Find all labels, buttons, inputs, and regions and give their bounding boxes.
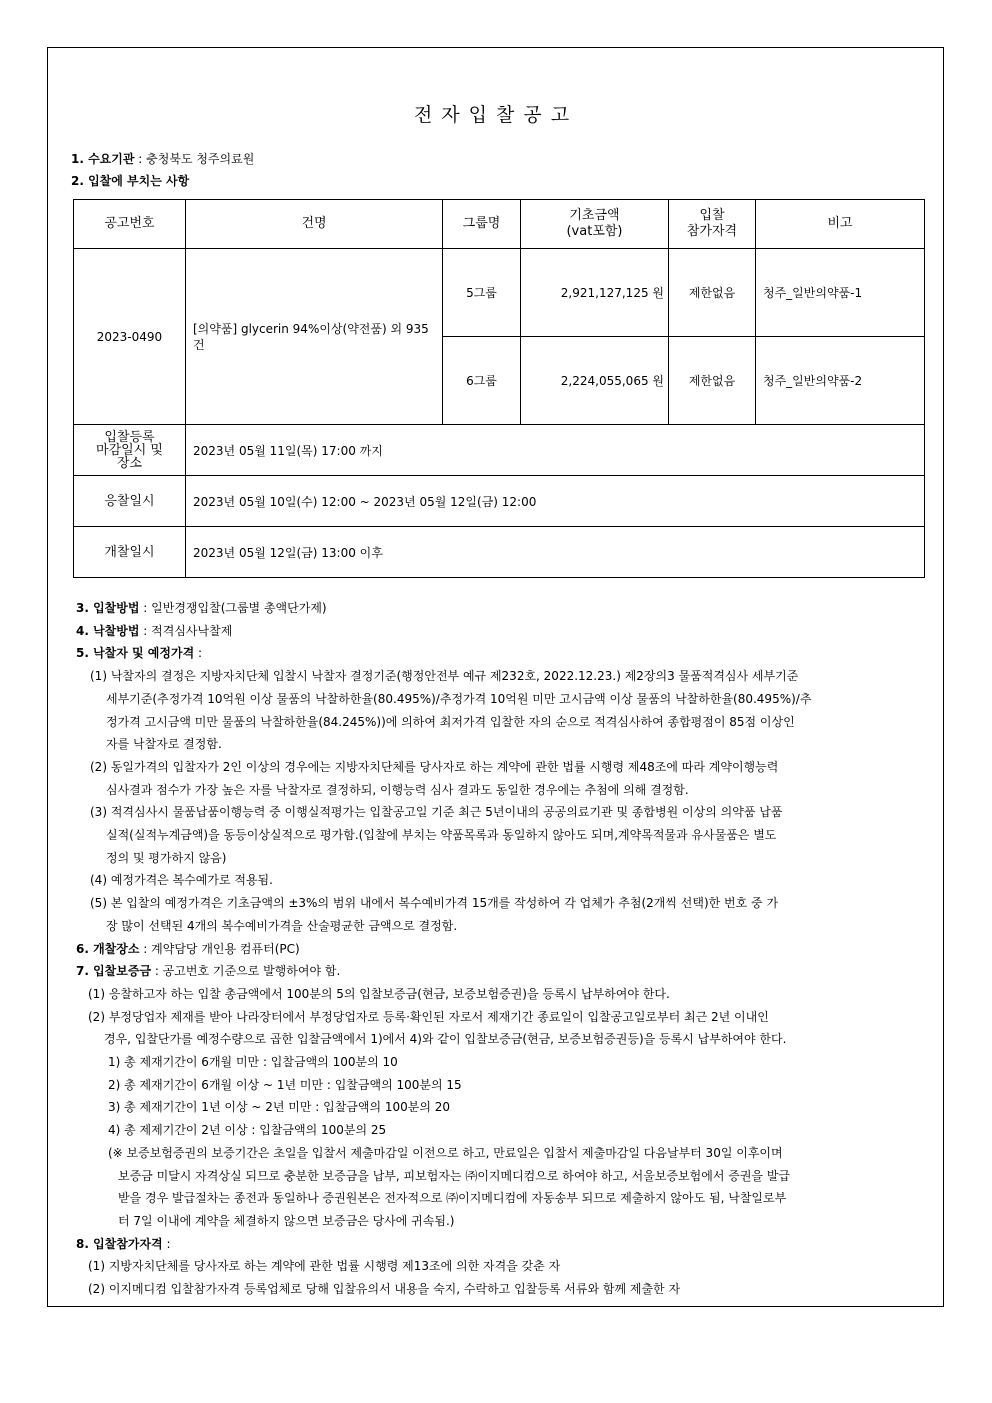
s5-p4: (4) 예정가격은 복수예가로 적용됨.	[90, 873, 273, 888]
registration-value: 2023년 05월 11일(목) 17:00 까지	[186, 425, 925, 476]
bidding-row	[74, 476, 925, 527]
registration-row	[74, 425, 925, 476]
s7-p2-l2: 경우, 입찰단가를 예정수량으로 곱한 입찰금액에서 1)에서 4)와 같이 입찰보증금(현금, 보증보험증권등)을 등록시 납부하여야 한다.	[104, 1032, 787, 1047]
qualification: 제한없음	[669, 249, 756, 337]
body-text	[76, 597, 936, 1301]
opening-label: 개찰일시	[74, 527, 186, 578]
s7-note-l4: 터 7일 이내에 계약을 체결하지 않으면 보증금은 당사에 귀속됨.)	[118, 1213, 455, 1228]
s5-p5-l1: (5) 본 입찰의 예정가격은 기초금액의 ±3%의 범위 내에서 복수예비가격 15개를 작성하여 각 업체가 추첨(2개씩 선택)한 번호 중 가	[90, 896, 779, 911]
base-amount: 2,921,127,125 원	[521, 249, 669, 337]
note: 청주_일반의약품-1	[756, 249, 925, 337]
header-qualification: 입찰 참가자격	[669, 200, 756, 249]
section-6: 6. 개찰장소 : 계약담당 개인용 컴퓨터(PC)	[76, 941, 300, 956]
registration-label: 입찰등록 마감일시 및 장소	[74, 425, 186, 476]
s7-note-l2: 보증금 미달시 자격상실 되므로 충분한 보증금을 납부, 피보험자는 ㈜이지메디컴으로 하여야 하고, 서울보증보험에서 증권을 발급	[118, 1168, 791, 1183]
s5-p1-l1: (1) 낙찰자의 결정은 지방자치단체 입찰시 낙찰자 결정기준(행정안전부 예규 제232호, 2022.12.23.) 제2장의3 물품적격심사 세부기준	[90, 669, 799, 684]
table-header-row	[74, 200, 925, 249]
s7-item-1: 1) 총 제재기간이 6개월 미만 : 입찰금액의 100분의 10	[108, 1055, 398, 1070]
s7-p1: (1) 응찰하고자 하는 입찰 총금액에서 100분의 5의 입찰보증금(현금, 보증보험증권)을 등록시 납부하여야 한다.	[88, 986, 670, 1001]
bid-table	[73, 199, 925, 578]
header-notice-no: 공고번호	[74, 200, 186, 249]
section-2-label: 2. 입찰에 부치는 사항	[71, 174, 190, 188]
bidding-label: 응찰일시	[74, 476, 186, 527]
s7-p2-l1: (2) 부정당업자 제재를 받아 나라장터에서 부정당업자로 등록·확인된 자로서 제재기간 종료일이 입찰공고일로부터 최근 2년 이내인	[88, 1009, 769, 1024]
s8-p2: (2) 이지메디컴 입찰참가자격 등록업체로 당해 입찰유의서 내용을 숙지, 수락하고 입찰등록 서류와 함께 제출한 자	[88, 1282, 681, 1297]
header-name: 건명	[186, 200, 443, 249]
bidding-value: 2023년 05월 10일(수) 12:00 ~ 2023년 05월 12일(금) 12:00	[186, 476, 925, 527]
s5-p2-l1: (2) 동일가격의 입찰자가 2인 이상의 경우에는 지방자치단체를 당사자로 하는 계약에 관한 법률 시행령 제48조에 따라 계약이행능력	[90, 759, 779, 774]
section-1-label: 1. 수요기관	[71, 152, 135, 166]
section-1-value: : 충청북도 청주의료원	[134, 152, 255, 166]
section-1	[71, 151, 254, 167]
notice-number: 2023-0490	[74, 249, 186, 425]
s7-note-l1: (※ 보증보험증권의 보증기간은 초일을 입찰서 제출마감일 이전으로 하고, 만료일은 입찰서 제출마감일 다음날부터 30일 이후이며	[108, 1145, 783, 1160]
s5-p3-l3: 정의 및 평가하지 않음)	[106, 850, 227, 865]
s5-p1-l3: 정가격 고시금액 미만 물품의 낙찰하한율(84.245%))에 의하여 최저가격 입찰한 자의 순으로 적격심사하여 종합평점이 85점 이상인	[106, 714, 795, 729]
header-base-amount: 기초금액 (vat포함)	[521, 200, 669, 249]
header-group: 그룹명	[443, 200, 521, 249]
s5-p3-l1: (3) 적격심사시 물품납품이행능력 중 이행실적평가는 입찰공고일 기준 최근 5년이내의 공공의료기관 및 종합병원 이상의 의약품 납품	[90, 805, 783, 820]
s5-p2-l2: 심사결과 점수가 가장 높은 자를 낙찰자로 결정하되, 이행능력 심사 결과도 동일한 경우에는 추첨에 의해 결정함.	[106, 782, 689, 797]
table-row	[74, 249, 925, 337]
section-7: 7. 입찰보증금 : 공고번호 기준으로 발행하여야 함.	[76, 964, 341, 979]
qualification: 제한없음	[669, 337, 756, 425]
s5-p1-l4: 자를 낙찰자로 결정함.	[106, 737, 222, 752]
base-amount: 2,224,055,065 원	[521, 337, 669, 425]
s7-item-4: 4) 총 제제기간이 2년 이상 : 입찰금액의 100분의 25	[108, 1123, 387, 1138]
s7-item-2: 2) 총 제재기간이 6개월 이상 ~ 1년 미만 : 입찰금액의 100분의 15	[108, 1077, 462, 1092]
section-5: 5. 낙찰자 및 예정가격 :	[76, 646, 203, 661]
opening-value: 2023년 05월 12일(금) 13:00 이후	[186, 527, 925, 578]
s5-p3-l2: 실적(실적누계금액)을 동등이상실적으로 평가함.(입찰에 부치는 약품목록과 동일하지 않아도 되며,계약목적물과 유사물품은 별도	[106, 828, 777, 843]
opening-row	[74, 527, 925, 578]
group-name: 6그룹	[443, 337, 521, 425]
section-4: 4. 낙찰방법 : 적격심사낙찰제	[76, 623, 233, 638]
note: 청주_일반의약품-2	[756, 337, 925, 425]
page-title: 전자입찰공고	[413, 104, 579, 126]
s5-p1-l2: 세부기준(추정가격 10억원 이상 물품의 낙찰하한율(80.495%)/추정가격 10억원 미만 고시금액 이상 물품의 낙찰하한율(80.495%)/추	[106, 691, 812, 706]
s7-item-3: 3) 총 제재기간이 1년 이상 ~ 2년 미만 : 입찰금액의 100분의 20	[108, 1100, 451, 1115]
section-3: 3. 입찰방법 : 일반경쟁입찰(그룹별 총액단가제)	[76, 601, 327, 615]
s7-note-l3: 받을 경우 발급절차는 종전과 동일하나 증권원본은 전자적으로 ㈜이지메디컴에 자동송부 되므로 제출하지 않아도 됨, 낙찰일로부	[118, 1191, 787, 1206]
s8-p1: (1) 지방자치단체를 당사자로 하는 계약에 관한 법률 시행령 제13조에 의한 자격을 갖춘 자	[88, 1259, 561, 1274]
section-8: 8. 입찰참가자격 :	[76, 1236, 171, 1251]
s5-p5-l2: 장 많이 선택된 4개의 복수예비가격을 산술평균한 금액으로 결정함.	[106, 918, 458, 933]
item-name: [의약품] glycerin 94%이상(약전품) 외 935건	[186, 249, 443, 425]
header-note: 비고	[756, 200, 925, 249]
group-name: 5그룹	[443, 249, 521, 337]
